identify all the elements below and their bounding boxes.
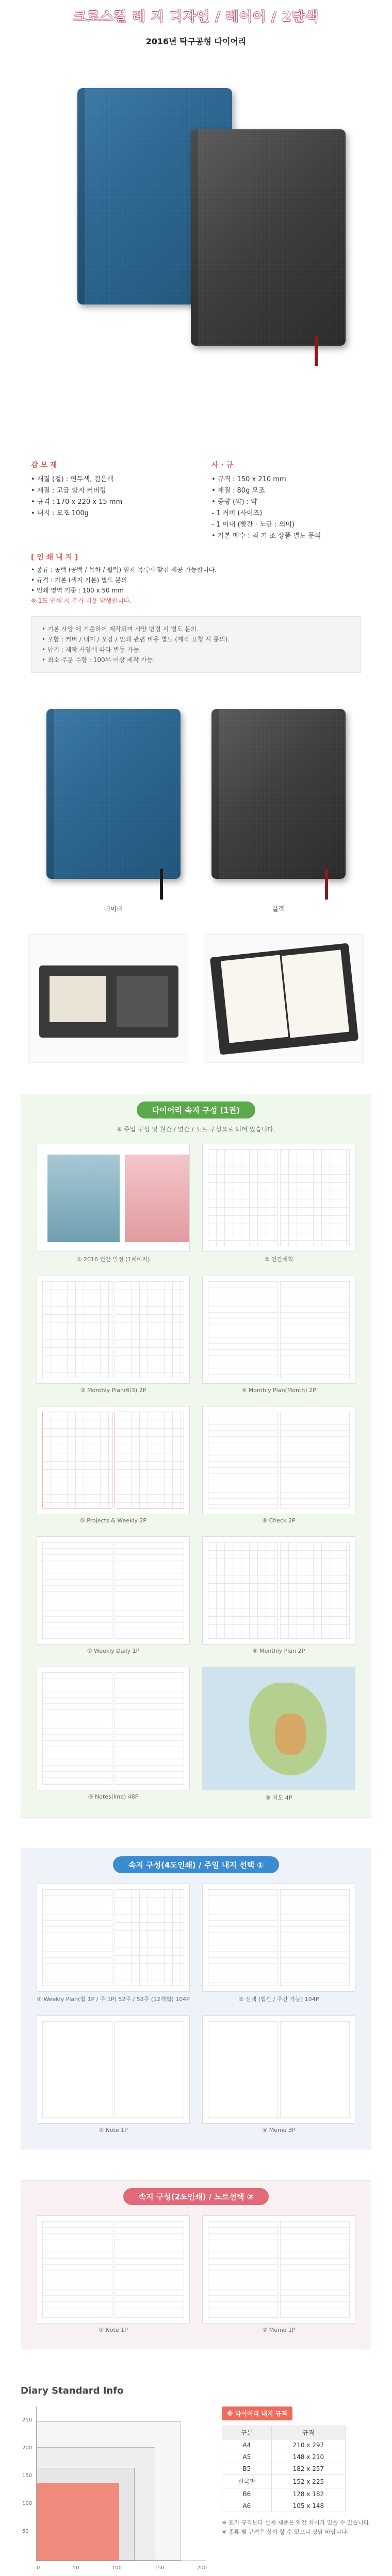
navy-cover bbox=[46, 709, 181, 879]
table-cell: 152 x 225 bbox=[271, 2475, 345, 2488]
bookmark-ribbon bbox=[325, 869, 328, 900]
yearly-cover-preview bbox=[37, 1144, 190, 1252]
page-title: 크로스컬 레 지 디자인 / 레어어 / 2단색 bbox=[73, 9, 319, 25]
variant-black bbox=[211, 709, 346, 913]
size-table-block bbox=[222, 2406, 371, 2561]
notice-box bbox=[31, 616, 361, 673]
variant-label: 네이비 bbox=[104, 906, 123, 913]
table-cell: B5 bbox=[222, 2463, 272, 2475]
map-region bbox=[275, 1714, 306, 1755]
cover-texture bbox=[46, 709, 181, 879]
black-cover bbox=[211, 709, 346, 879]
inner-line: • 인쇄 영역 기준 : 100 x 50 mm bbox=[31, 587, 124, 594]
bookmark-ribbon bbox=[315, 335, 318, 366]
y-tick: 250 bbox=[22, 2417, 32, 2423]
notice-line: • 포함 : 커버 / 내지 / 포장 / 인쇄 관련 비용 별도 (제작 요청 시 문의). bbox=[42, 636, 230, 643]
y-ticks bbox=[22, 2406, 32, 2546]
section-header bbox=[21, 1101, 371, 1118]
monthly-plan-2-preview bbox=[202, 1536, 355, 1645]
y-tick: 150 bbox=[22, 2473, 32, 2479]
layout-grid bbox=[21, 1873, 371, 2133]
tile-caption: ④ Memo 3P bbox=[262, 2127, 296, 2133]
monthly-month-preview bbox=[202, 1276, 355, 1384]
spec-line: • 재질 : 고급 합지 커버링 bbox=[31, 487, 106, 495]
tile-caption: ① Weekly Plan(월 1P / 주 1P) 52주 / 52주 (12개월) 104P bbox=[37, 1996, 190, 2003]
layout-tile bbox=[202, 1144, 355, 1263]
variant-label: 블랙 bbox=[272, 906, 285, 913]
note-option-section bbox=[21, 2180, 371, 2349]
left-page bbox=[221, 955, 288, 1043]
layout-grid bbox=[21, 1133, 371, 1802]
size-table bbox=[222, 2426, 346, 2512]
spec-line: • 규격 : 150 x 210 mm bbox=[211, 476, 286, 483]
tile-caption: ⑤ Projects & Weekly 2P bbox=[79, 1517, 147, 1524]
tile-caption: ② 선택 (월간 / 주간 가능) 104P bbox=[238, 1996, 319, 2003]
table-row bbox=[222, 2488, 346, 2500]
memo-preview bbox=[202, 2015, 355, 2124]
layout-grid bbox=[21, 2205, 371, 2333]
size-column bbox=[211, 460, 361, 542]
size-info bbox=[21, 2385, 371, 2571]
bookmark-ribbon bbox=[160, 869, 163, 900]
layout-tile bbox=[202, 1276, 355, 1394]
tile-caption: ① 2016 연간 일정 (1페이지) bbox=[76, 1256, 150, 1263]
section-header bbox=[21, 1856, 371, 1873]
notice-line: • 최소 주문 수량 : 100부 이상 제작 가능. bbox=[42, 656, 155, 664]
spec-line: • 중량 (약) : 약 bbox=[211, 498, 257, 506]
table-row bbox=[222, 2451, 346, 2463]
section-title: 속지 구성(2도인쇄) / 노트선택 ② bbox=[123, 2188, 269, 2205]
map-preview bbox=[202, 1667, 355, 1790]
x-tick: 100 bbox=[111, 2565, 122, 2571]
pen-slot bbox=[117, 976, 168, 1027]
section-subtitle: ※ 주일 구성 및 월간 / 연간 / 노트 구성으로 되어 있습니다. bbox=[117, 1126, 275, 1133]
y-tick: 200 bbox=[22, 2445, 32, 2451]
x-tick: 0 bbox=[37, 2565, 40, 2571]
note-preview bbox=[37, 2015, 190, 2124]
inner-line: • 종류 : 공백 (공백 / 목차 / 월력) 별지 목록에 맞춰 제공 가능합니다. bbox=[31, 566, 217, 573]
tile-caption: ① Note 1P bbox=[99, 2327, 128, 2333]
tile-caption: ② Memo 1P bbox=[262, 2327, 296, 2333]
weekly-option-preview bbox=[202, 1884, 355, 1992]
monthly-plan-preview bbox=[37, 1276, 190, 1384]
cover-spine bbox=[46, 709, 54, 879]
cover-spine bbox=[211, 709, 219, 879]
section-title: 속지 구성(4도인쇄) / 주일 내지 선택 ① bbox=[113, 1856, 279, 1873]
layout-tile bbox=[37, 1667, 190, 1802]
spec-line: • 기본 매수 : 최 기 조 상품 별도 문의 bbox=[211, 532, 321, 540]
layout-tile bbox=[37, 1536, 190, 1654]
spec-line: • 재질 (겉) : 연두색, 검은색 bbox=[31, 476, 114, 483]
layout-tile bbox=[37, 2015, 190, 2133]
table-row bbox=[222, 2475, 346, 2488]
cover-texture bbox=[191, 129, 346, 346]
weekly-plan-preview bbox=[37, 1884, 190, 1992]
layout-tile bbox=[37, 1276, 190, 1394]
hero-image bbox=[0, 57, 392, 449]
table-cell: 210 x 297 bbox=[271, 2439, 345, 2451]
size-body bbox=[21, 2406, 371, 2571]
weekly-daily-preview bbox=[37, 1536, 190, 1645]
materials-title: 감 모 재 bbox=[31, 461, 57, 469]
size-table-title: ※ 다이어리 내지 규격 bbox=[222, 2406, 292, 2420]
yearly-plan-preview bbox=[202, 1144, 355, 1252]
table-cell: 182 x 257 bbox=[271, 2463, 345, 2475]
table-cell: 105 x 148 bbox=[271, 2500, 345, 2512]
spec-line: - 1 커버 (사이즈) bbox=[211, 510, 263, 517]
projects-preview bbox=[37, 1406, 190, 1514]
table-cell: A6 bbox=[222, 2500, 272, 2512]
layout-tile bbox=[202, 2215, 355, 2333]
open-cover-photo bbox=[28, 934, 188, 1063]
tile-caption: ② 연간계획 bbox=[264, 1256, 293, 1263]
size-rect-highlight bbox=[37, 2483, 119, 2561]
y-tick: 100 bbox=[22, 2501, 32, 2506]
layout-tile bbox=[202, 1406, 355, 1524]
layout-tile bbox=[202, 1667, 355, 1802]
materials-column bbox=[31, 460, 181, 542]
yearly-cover-a bbox=[47, 1155, 120, 1242]
variant-navy bbox=[46, 709, 181, 913]
table-cell: A5 bbox=[222, 2451, 272, 2463]
note-line-preview bbox=[37, 2215, 190, 2324]
layout-tile bbox=[37, 1406, 190, 1524]
inner-title: [ 인 쇄 내 지 ] bbox=[31, 553, 78, 562]
cover-spine bbox=[77, 88, 85, 304]
tile-caption: ③ Note 1P bbox=[99, 2127, 128, 2133]
layout-tile bbox=[37, 2215, 190, 2333]
table-header: 구분 bbox=[222, 2426, 272, 2439]
table-cell: 148 x 210 bbox=[271, 2451, 345, 2463]
notice-line: • 납기 : 제작 사양에 따라 변동 가능. bbox=[42, 646, 141, 653]
table-cell: B6 bbox=[222, 2488, 272, 2500]
tile-caption: ③ Monthly Plan(6/3) 2P bbox=[80, 1387, 146, 1394]
x-tick: 150 bbox=[154, 2565, 165, 2571]
size-note-line: ※ 표기 규격보다 실제 제품은 약간 차이가 있을 수 있습니다. bbox=[222, 2519, 371, 2526]
table-row bbox=[222, 2463, 346, 2475]
spec-line: • 재질 : 80g 모조 bbox=[211, 487, 265, 495]
card-pocket bbox=[50, 976, 106, 1022]
spec-block bbox=[21, 449, 371, 547]
size-title: 사 · 규 bbox=[211, 461, 234, 469]
inner-line: ※ 1도 인쇄 시 추가 비용 발생합니다. bbox=[31, 597, 132, 604]
memo-line-preview bbox=[202, 2215, 355, 2324]
x-tick: 50 bbox=[72, 2565, 79, 2571]
notes-preview bbox=[37, 1667, 190, 1790]
right-page bbox=[282, 950, 349, 1038]
cover-texture bbox=[211, 709, 346, 879]
layout-tile bbox=[202, 2015, 355, 2133]
page-banner bbox=[0, 0, 392, 31]
size-diagram bbox=[22, 2406, 207, 2571]
inner-notes bbox=[21, 552, 371, 606]
table-header: 규격 bbox=[271, 2426, 345, 2439]
layout-tile bbox=[202, 1884, 355, 2003]
weekly-option-section bbox=[21, 1849, 371, 2149]
table-cell: 128 x 182 bbox=[271, 2488, 345, 2500]
yearly-cover-b bbox=[125, 1155, 190, 1242]
notice-line: • 기본 사양 에 기준하여 제작되며 사양 변경 시 별도 문의. bbox=[42, 625, 199, 633]
x-ticks bbox=[37, 2565, 207, 2571]
spec-line: • 규격 : 170 x 220 x 15 mm bbox=[31, 498, 123, 506]
tile-caption: ⑧ Monthly Plan 2P bbox=[252, 1648, 305, 1654]
table-cell: A4 bbox=[222, 2439, 272, 2451]
tile-caption: ④ Monthly Plan(Month) 2P bbox=[241, 1387, 316, 1394]
size-title: Diary Standard Info bbox=[21, 2385, 124, 2396]
detail-photos bbox=[0, 934, 392, 1063]
color-variants bbox=[0, 709, 392, 913]
y-tick: 50 bbox=[22, 2529, 29, 2534]
table-row bbox=[222, 2500, 346, 2512]
table-row bbox=[222, 2439, 346, 2451]
layout-tile bbox=[37, 1144, 190, 1263]
spec-line: • 내지 : 모조 100g bbox=[31, 510, 89, 517]
tile-caption: ⑨ Notes(line) 48P bbox=[88, 1793, 139, 1800]
cover-spine bbox=[191, 129, 198, 346]
section-header bbox=[21, 2188, 371, 2205]
tile-caption: ⑦ Weekly Daily 1P bbox=[87, 1648, 140, 1654]
tile-caption: ⑩ 지도 4P bbox=[265, 1794, 292, 1801]
layout-tile bbox=[202, 1536, 355, 1654]
x-tick: 200 bbox=[197, 2565, 207, 2571]
inner-line: • 규격 : 기본 (색지 기본) 별도 문의 bbox=[31, 577, 127, 584]
section-title: 다이어리 속지 구성 (1권) bbox=[137, 1101, 255, 1118]
inner-page-photo bbox=[204, 934, 364, 1063]
tile-caption: ⑥ Check 2P bbox=[262, 1517, 296, 1524]
layout-tile bbox=[37, 1884, 190, 2003]
page-subtitle: 2016년 탁구공형 다이어리 bbox=[145, 37, 247, 46]
size-note bbox=[222, 2518, 371, 2537]
spec-line: - 1 이내 (빨간 · 노란 : 의미) bbox=[211, 521, 295, 529]
size-note-line: ※ 종류 별 규격은 상이 할 수 있으니 상담 바랍니다. bbox=[222, 2529, 349, 2535]
check-preview bbox=[202, 1406, 355, 1514]
table-cell: 신국판 bbox=[222, 2475, 272, 2488]
inner-layout-section bbox=[21, 1094, 371, 1818]
black-diary-cover bbox=[191, 129, 346, 346]
